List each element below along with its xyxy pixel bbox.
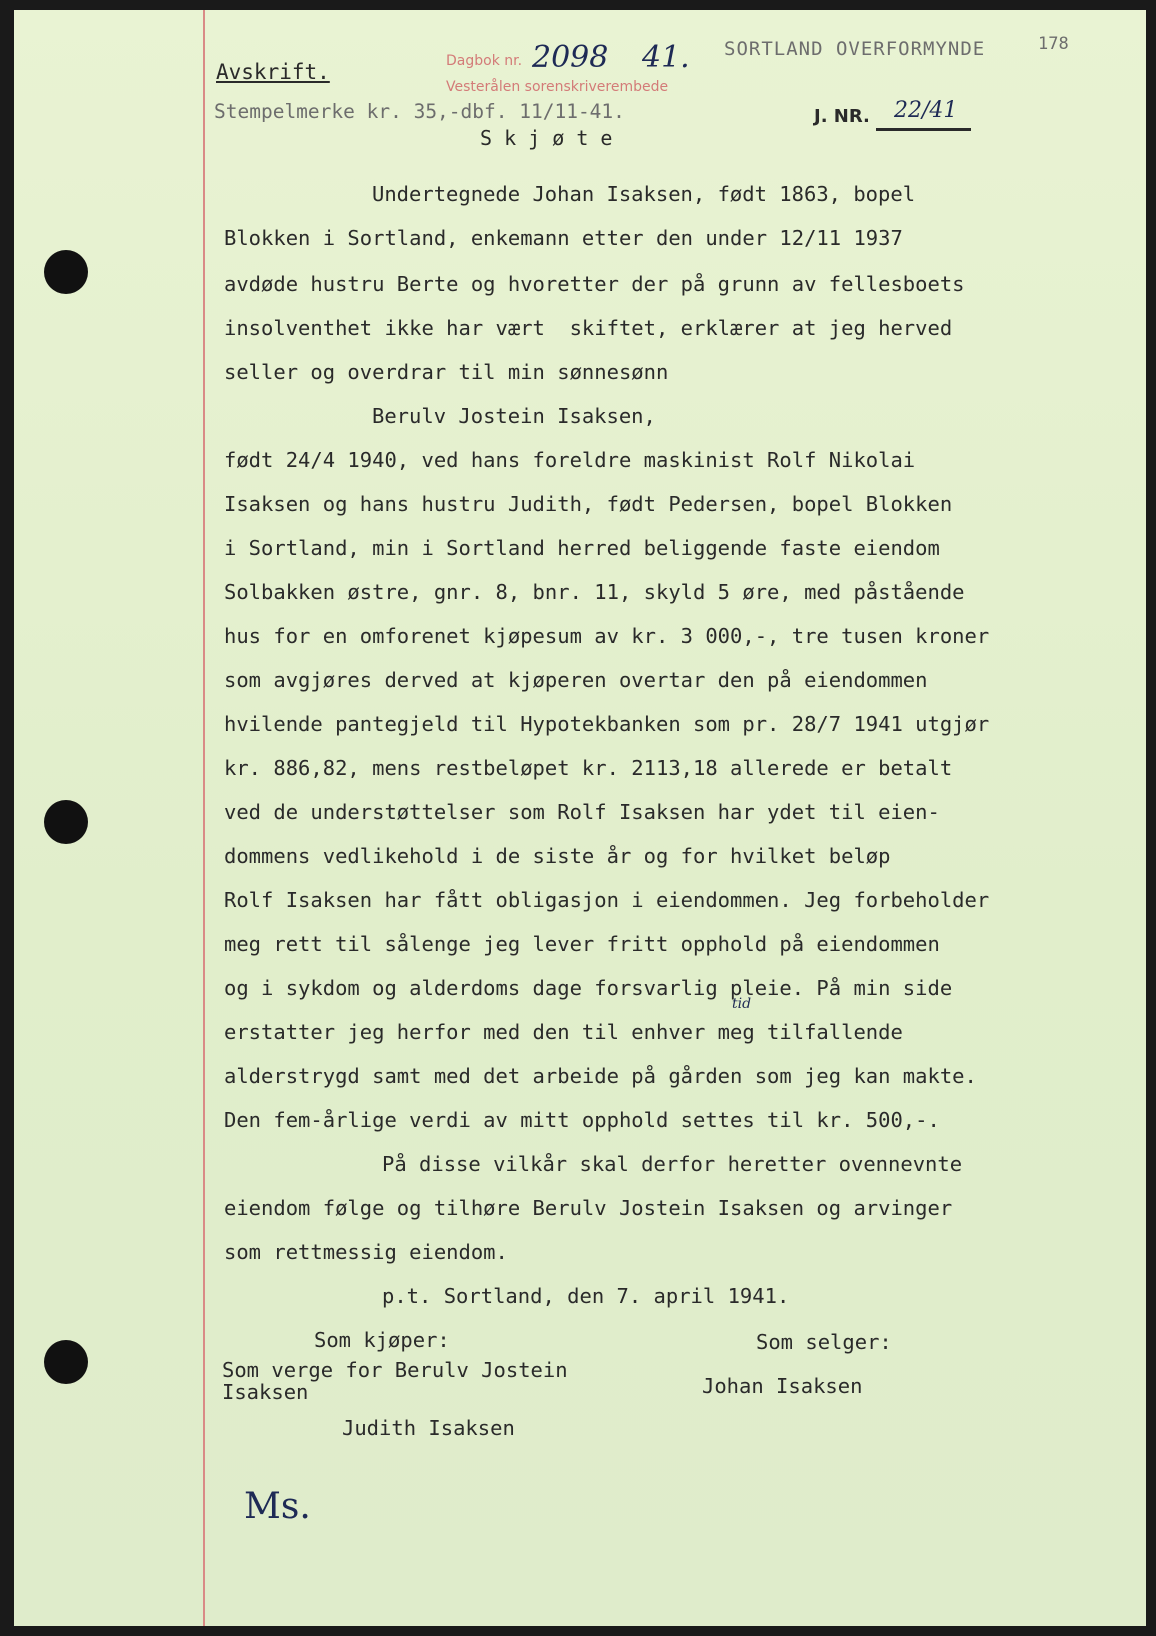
margin-rule [203, 10, 205, 1626]
body-line: seller og overdrar til min sønnesønn [224, 360, 669, 384]
jnr-underline [876, 128, 971, 131]
body-line: ved de understøttelser som Rolf Isaksen har ydet til eien- [224, 800, 940, 824]
body-line: Solbakken østre, gnr. 8, bnr. 11, skyld 5 øre, med påstående [224, 580, 965, 604]
body-line: som avgjøres derved at kjøperen overtar den på eiendommen [224, 668, 928, 692]
body-line: hus for en omforenet kjøpesum av kr. 3 000,-, tre tusen kroner [224, 624, 990, 648]
body-line: På disse vilkår skal derfor heretter ovennevnte [382, 1152, 963, 1176]
body-line: Undertegnede Johan Isaksen, født 1863, bopel [372, 182, 916, 206]
avskrift-label: Avskrift. [216, 60, 330, 84]
date-line: p.t. Sortland, den 7. april 1941. [382, 1284, 790, 1308]
body-line: som rettmessig eiendom. [224, 1240, 508, 1264]
body-line: meg rett til sålenge jeg lever fritt opphold på eiendommen [224, 932, 940, 956]
body-line: Blokken i Sortland, enkemann etter den under 12/11 1937 [224, 226, 903, 250]
body-line: alderstrygd samt med det arbeide på gården som jeg kan makte. [224, 1064, 977, 1088]
body-line: dommens vedlikehold i de siste år og for hvilket beløp [224, 844, 891, 868]
punch-hole [44, 800, 88, 844]
court-stamp: Vesterålen sorenskriverembede [446, 79, 669, 95]
body-line: kr. 886,82, mens restbeløpet kr. 2113,18 allerede er betalt [224, 756, 953, 780]
dagbok-label: Dagbok nr. [446, 53, 523, 69]
body-line: Isaksen og hans hustru Judith, født Pedersen, bopel Blokken [224, 492, 953, 516]
buyer-label: Som kjøper: [314, 1328, 450, 1352]
jnr-label: J. NR. [814, 106, 870, 127]
punch-hole [44, 1340, 88, 1384]
seller-label: Som selger: [756, 1330, 892, 1354]
body-line: insolventhet ikke har vært skiftet, erklærer at jeg herved [224, 316, 953, 340]
body-line: erstatter jeg herfor med den til enhver meg tilfallende [224, 1020, 903, 1044]
body-line: og i sykdom og alderdoms dage forsvarlig pleie. På min side [224, 976, 953, 1000]
body-line: hvilende pantegjeld til Hypotekbanken som pr. 28/7 1941 utgjør [224, 712, 990, 736]
body-line: Rolf Isaksen har fått obligasjon i eiendommen. Jeg forbeholder [224, 888, 990, 912]
buyer-signature: Judith Isaksen [342, 1416, 515, 1440]
body-line: født 24/4 1940, ved hans foreldre maskinist Rolf Nikolai [224, 448, 916, 472]
body-line: Berulv Jostein Isaksen, [372, 404, 656, 428]
punch-hole [44, 250, 88, 294]
handwritten-insertion: tid [732, 996, 752, 1012]
buyer-guardian-line: Isaksen [222, 1380, 309, 1404]
seller-signature: Johan Isaksen [702, 1374, 863, 1398]
document-title: S k j ø t e [480, 126, 613, 150]
dagbok-year: 41. [642, 40, 690, 75]
jnr-value: 22/41 [894, 98, 958, 123]
body-line: avdøde hustru Berte og hvoretter der på grunn av fellesboets [224, 272, 965, 296]
document-page [14, 10, 1146, 1626]
body-line: Den fem-årlige verdi av mitt opphold settes til kr. 500,-. [224, 1108, 940, 1132]
page-number: 178 [1038, 34, 1069, 54]
body-line: i Sortland, min i Sortland herred beliggende faste eiendom [224, 536, 940, 560]
handwritten-initials: Ms. [244, 1486, 311, 1527]
stempelmerke-line: Stempelmerke kr. 35,-dbf. 11/11-41. [214, 100, 625, 123]
body-line: eiendom følge og tilhøre Berulv Jostein Isaksen og arvinger [224, 1196, 953, 1220]
dagbok-number: 2098 [532, 40, 609, 75]
office-stamp: SORTLAND OVERFORMYNDE [724, 38, 986, 60]
buyer-guardian-line: Som verge for Berulv Jostein [222, 1358, 568, 1382]
